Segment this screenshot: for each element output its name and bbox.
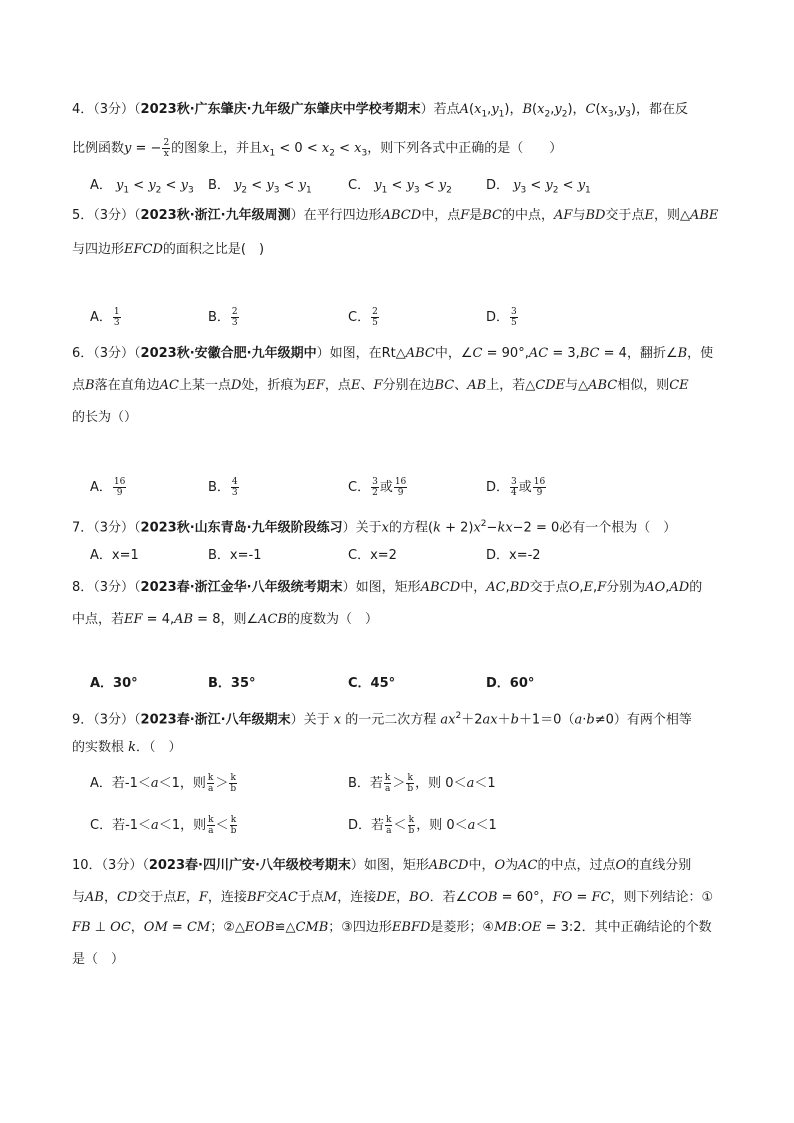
q7-options — [90, 544, 750, 568]
q6-option-d[interactable]: D． $\frac{3}{4}$ 或 $\frac{16}{9}$ — [486, 477, 546, 498]
q5-option-d[interactable]: D． $\frac{3}{5}$ — [486, 307, 517, 328]
q8-line1: 8．（3分）（2023春·浙江金华·八年级统考期末）如图，矩形ABCD中，AC,BD交于点O,E,F分别为AO,AD的 — [72, 580, 703, 595]
q9-option-c[interactable]: C．若-1＜a＜1，则 $\frac{k}{a}$ ＜ $\frac{k}{b}$ — [90, 815, 237, 836]
q6-line1: 6．（3分）（2023秋·安徽合肥·九年级期中）如图，在Rt△ABC中，∠C = 90°,AC = 3,BC = 4，翻折∠B，使 — [72, 346, 714, 361]
q10-line1: 10．（3分）（2023春·四川广安·八年级校考期末）如图，矩形ABCD中，O为AC的中点，过点O的直线分别 — [72, 858, 692, 873]
q8-option-d[interactable]: D．60° — [486, 676, 535, 691]
q6-option-c[interactable]: C． $\frac{3}{2}$ 或 $\frac{16}{9}$ — [348, 477, 407, 498]
q8-options — [90, 672, 750, 696]
q5-options — [90, 306, 750, 330]
q4-options — [90, 174, 750, 198]
q6-options — [90, 476, 750, 500]
q10-line3: FB ⊥ OC，OM = CM；②△EOB≌△CMB；③四边形EBFD是菱形；④MB:OE = 3:2．其中正确结论的个数 — [72, 920, 712, 935]
q9-line1: 9．（3分）（2023春·浙江·八年级期末）关于 x 的一元二次方程 $ax^2+2ax+b+1=0(a\cdot b\ne 0)$有两个相等 — [72, 711, 692, 728]
q9-options-row1 — [90, 772, 750, 796]
q7-option-c[interactable]: C．x=2 — [348, 548, 397, 563]
q5-option-a[interactable]: A． $\frac{1}{3}$ — [90, 307, 120, 328]
q8-option-a[interactable]: A．30° — [90, 676, 138, 691]
q4-option-c[interactable]: C． $y_1 < y_3 < y_2$ — [348, 178, 452, 196]
q4-option-d[interactable]: D． $y_3 < y_2 < y_1$ — [486, 178, 591, 196]
q4-option-a[interactable]: A． $y_1 < y_2 < y_3$ — [90, 178, 194, 196]
q9-option-d[interactable]: D．若 $\frac{k}{a}$ ＜ $\frac{k}{b}$ ，则 0＜a＜1 — [348, 815, 497, 836]
q9-option-b[interactable]: B．若 $\frac{k}{a}$ ＞ $\frac{k}{b}$ ，则 0＜a＜1 — [348, 773, 496, 794]
q5-option-b[interactable]: B． $\frac{2}{3}$ — [208, 307, 238, 328]
q8-option-b[interactable]: B．35° — [208, 676, 256, 691]
q6-line2: 点B落在直角边AC上某一点D处，折痕为EF，点E、F分别在边BC、AB上，若△CDE与△ABC相似，则CE — [72, 378, 689, 393]
q9-line2: 的实数根 k．（ ） — [72, 740, 182, 755]
q4-line2: 比例函数y = − $\frac{2}{x}$ 的图象上，并且$x_1 < 0 < x_2 < x_3$，则下列各式中正确的是（ ） — [72, 138, 563, 159]
q8-line2: 中点，若EF = 4,AB = 8，则∠ACB的度数为（ ） — [72, 612, 379, 627]
q7-option-d[interactable]: D．x=-2 — [486, 548, 541, 563]
q7-option-b[interactable]: B．x=-1 — [208, 548, 262, 563]
q5-option-c[interactable]: C． $\frac{2}{5}$ — [348, 307, 378, 328]
q7-option-a[interactable]: A．x=1 — [90, 548, 139, 563]
q6-option-a[interactable]: A． $\frac{16}{9}$ — [90, 477, 126, 498]
q10-line2: 与AB，CD交于点E，F，连接BF交AC于点M，连接DE，BO．若∠COB = 60°，FO = FC，则下列结论：① — [72, 890, 714, 905]
q6-line3: 的长为（） — [72, 410, 138, 425]
q9-options-row2 — [90, 814, 750, 838]
q5-line2: 与四边形EFCD的面积之比是( ) — [72, 242, 265, 257]
q7-line1: 7．（3分）（2023秋·山东青岛·九年级阶段练习）关于x的方程$(k + 2)x^2-kx-2 = 0$必有一个根为（ ） — [72, 519, 677, 536]
q10-line4: 是（ ） — [72, 952, 125, 967]
q4-line1: 4．（3分）（2023秋·广东肇庆·九年级广东肇庆中学校考期末）若点$A(x_1,y_1)$，$B(x_2,y_2)$，$C(x_3,y_3)$，都在反 — [72, 102, 688, 120]
q8-option-c[interactable]: C．45° — [348, 676, 396, 691]
q4-option-b[interactable]: B． $y_2 < y_3 < y_1$ — [208, 178, 312, 196]
q6-option-b[interactable]: B． $\frac{4}{3}$ — [208, 477, 238, 498]
q5-line1: 5．（3分）（2023秋·浙江·九年级周测）在平行四边形ABCD中，点F是BC的中点，AF与BD交于点E，则△ABE — [72, 208, 719, 223]
q9-option-a[interactable]: A．若-1＜a＜1，则 $\frac{k}{a}$ ＞ $\frac{k}{b}$ — [90, 773, 237, 794]
